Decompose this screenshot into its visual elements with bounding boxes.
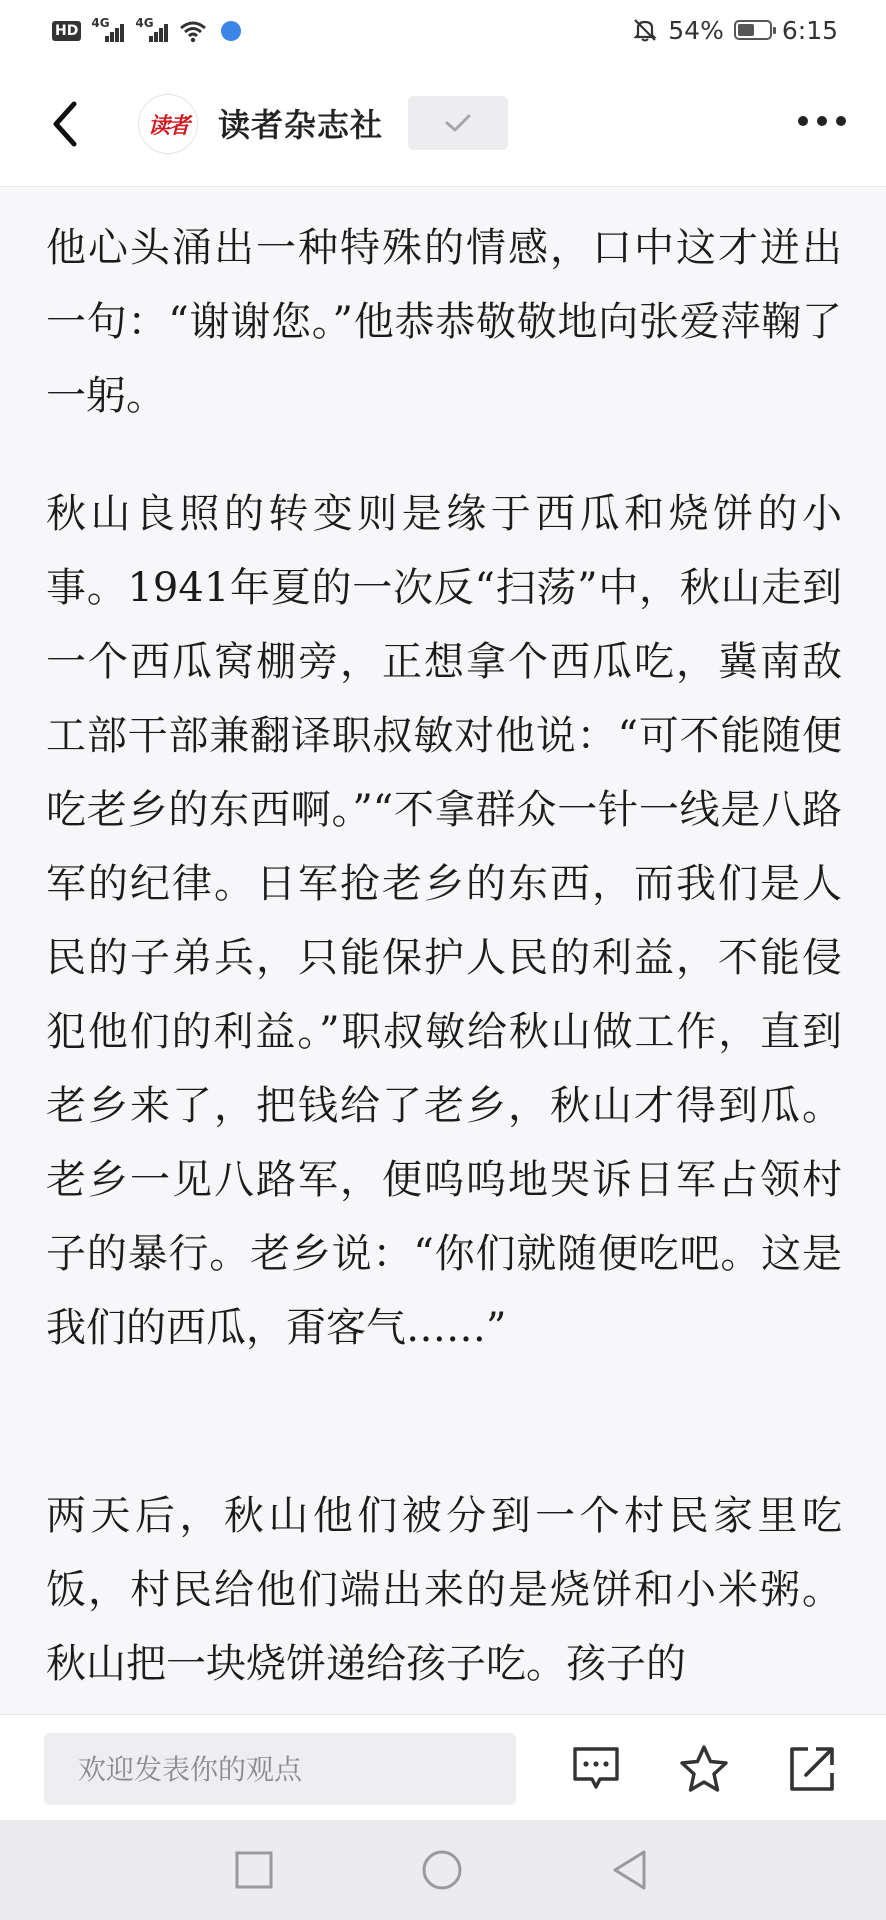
status-left bbox=[52, 14, 241, 48]
comment-input[interactable] bbox=[44, 1733, 516, 1805]
status-right bbox=[632, 12, 838, 48]
back-triangle-icon bbox=[610, 1848, 650, 1892]
share-icon bbox=[786, 1743, 838, 1795]
battery-percent: 54% bbox=[668, 15, 724, 45]
article-body[interactable] bbox=[0, 187, 886, 1713]
vpn-icon bbox=[221, 21, 241, 41]
recent-apps-button[interactable] bbox=[232, 1848, 276, 1892]
hd-icon: HD bbox=[52, 21, 81, 41]
more-button[interactable] bbox=[798, 116, 846, 126]
article-paragraph: 两天后，秋山他们被分到一个村民家里吃饭，村民给他们端出来的是烧饼和小米粥。秋山把一块烧饼递给孩子吃。孩子的 bbox=[46, 1493, 842, 1687]
back-icon bbox=[44, 98, 94, 150]
system-back-button[interactable] bbox=[608, 1848, 652, 1892]
back-button[interactable] bbox=[44, 98, 94, 150]
check-icon bbox=[443, 111, 473, 135]
more-icon bbox=[836, 116, 846, 126]
signal-icon: 4G bbox=[135, 18, 169, 44]
bottom-action-bar bbox=[0, 1714, 886, 1821]
comment-button[interactable] bbox=[568, 1741, 624, 1797]
home-button[interactable] bbox=[420, 1848, 464, 1892]
share-button[interactable] bbox=[784, 1741, 840, 1797]
star-icon bbox=[677, 1743, 731, 1795]
follow-button[interactable] bbox=[408, 96, 508, 150]
comment-icon bbox=[570, 1744, 622, 1794]
article-paragraph: 秋山良照的转变则是缘于西瓜和烧饼的小事。1941年夏的一次反“扫荡”中，秋山走到一个西瓜窝棚旁，正想拿个西瓜吃，冀南敌工部干部兼翻译职叔敏对他说：“可不能随便吃老乡的东西啊。”“不拿群众一针一线是八路军的纪律。日军抢老乡的东西，而我们是人民的子弟兵，只能保护人民的利益，不能侵犯他们的利益。”职叔敏给秋山做工作，直到老乡来了，把钱给了老乡，秋山才得到瓜。老乡一见八路军，便呜呜地哭诉日军占领村子的暴行。老乡说：“你们就随便吃吧。这是我们的西瓜，甭客气……” bbox=[46, 491, 842, 1351]
system-nav-bar bbox=[0, 1820, 886, 1920]
more-icon bbox=[817, 116, 827, 126]
wifi-icon bbox=[179, 19, 207, 43]
logo-text: 读者 bbox=[147, 112, 188, 139]
more-icon bbox=[798, 116, 808, 126]
mute-icon bbox=[632, 17, 658, 43]
account-logo[interactable] bbox=[138, 94, 198, 154]
home-icon bbox=[420, 1848, 464, 1892]
signal-icon: 4G bbox=[91, 18, 125, 44]
status-bar bbox=[0, 0, 886, 62]
article-header bbox=[0, 62, 886, 187]
favorite-button[interactable] bbox=[676, 1741, 732, 1797]
recent-apps-icon bbox=[234, 1850, 274, 1890]
article-paragraph: 他心头涌出一种特殊的情感，口中这才迸出一句：“谢谢您。”他恭恭敬敬地向张爱萍鞠了一躬。 bbox=[46, 225, 842, 419]
battery-icon bbox=[734, 20, 772, 40]
clock: 6:15 bbox=[781, 15, 838, 45]
battery-fill bbox=[738, 24, 754, 36]
account-name[interactable]: 读者杂志社 bbox=[218, 106, 384, 144]
